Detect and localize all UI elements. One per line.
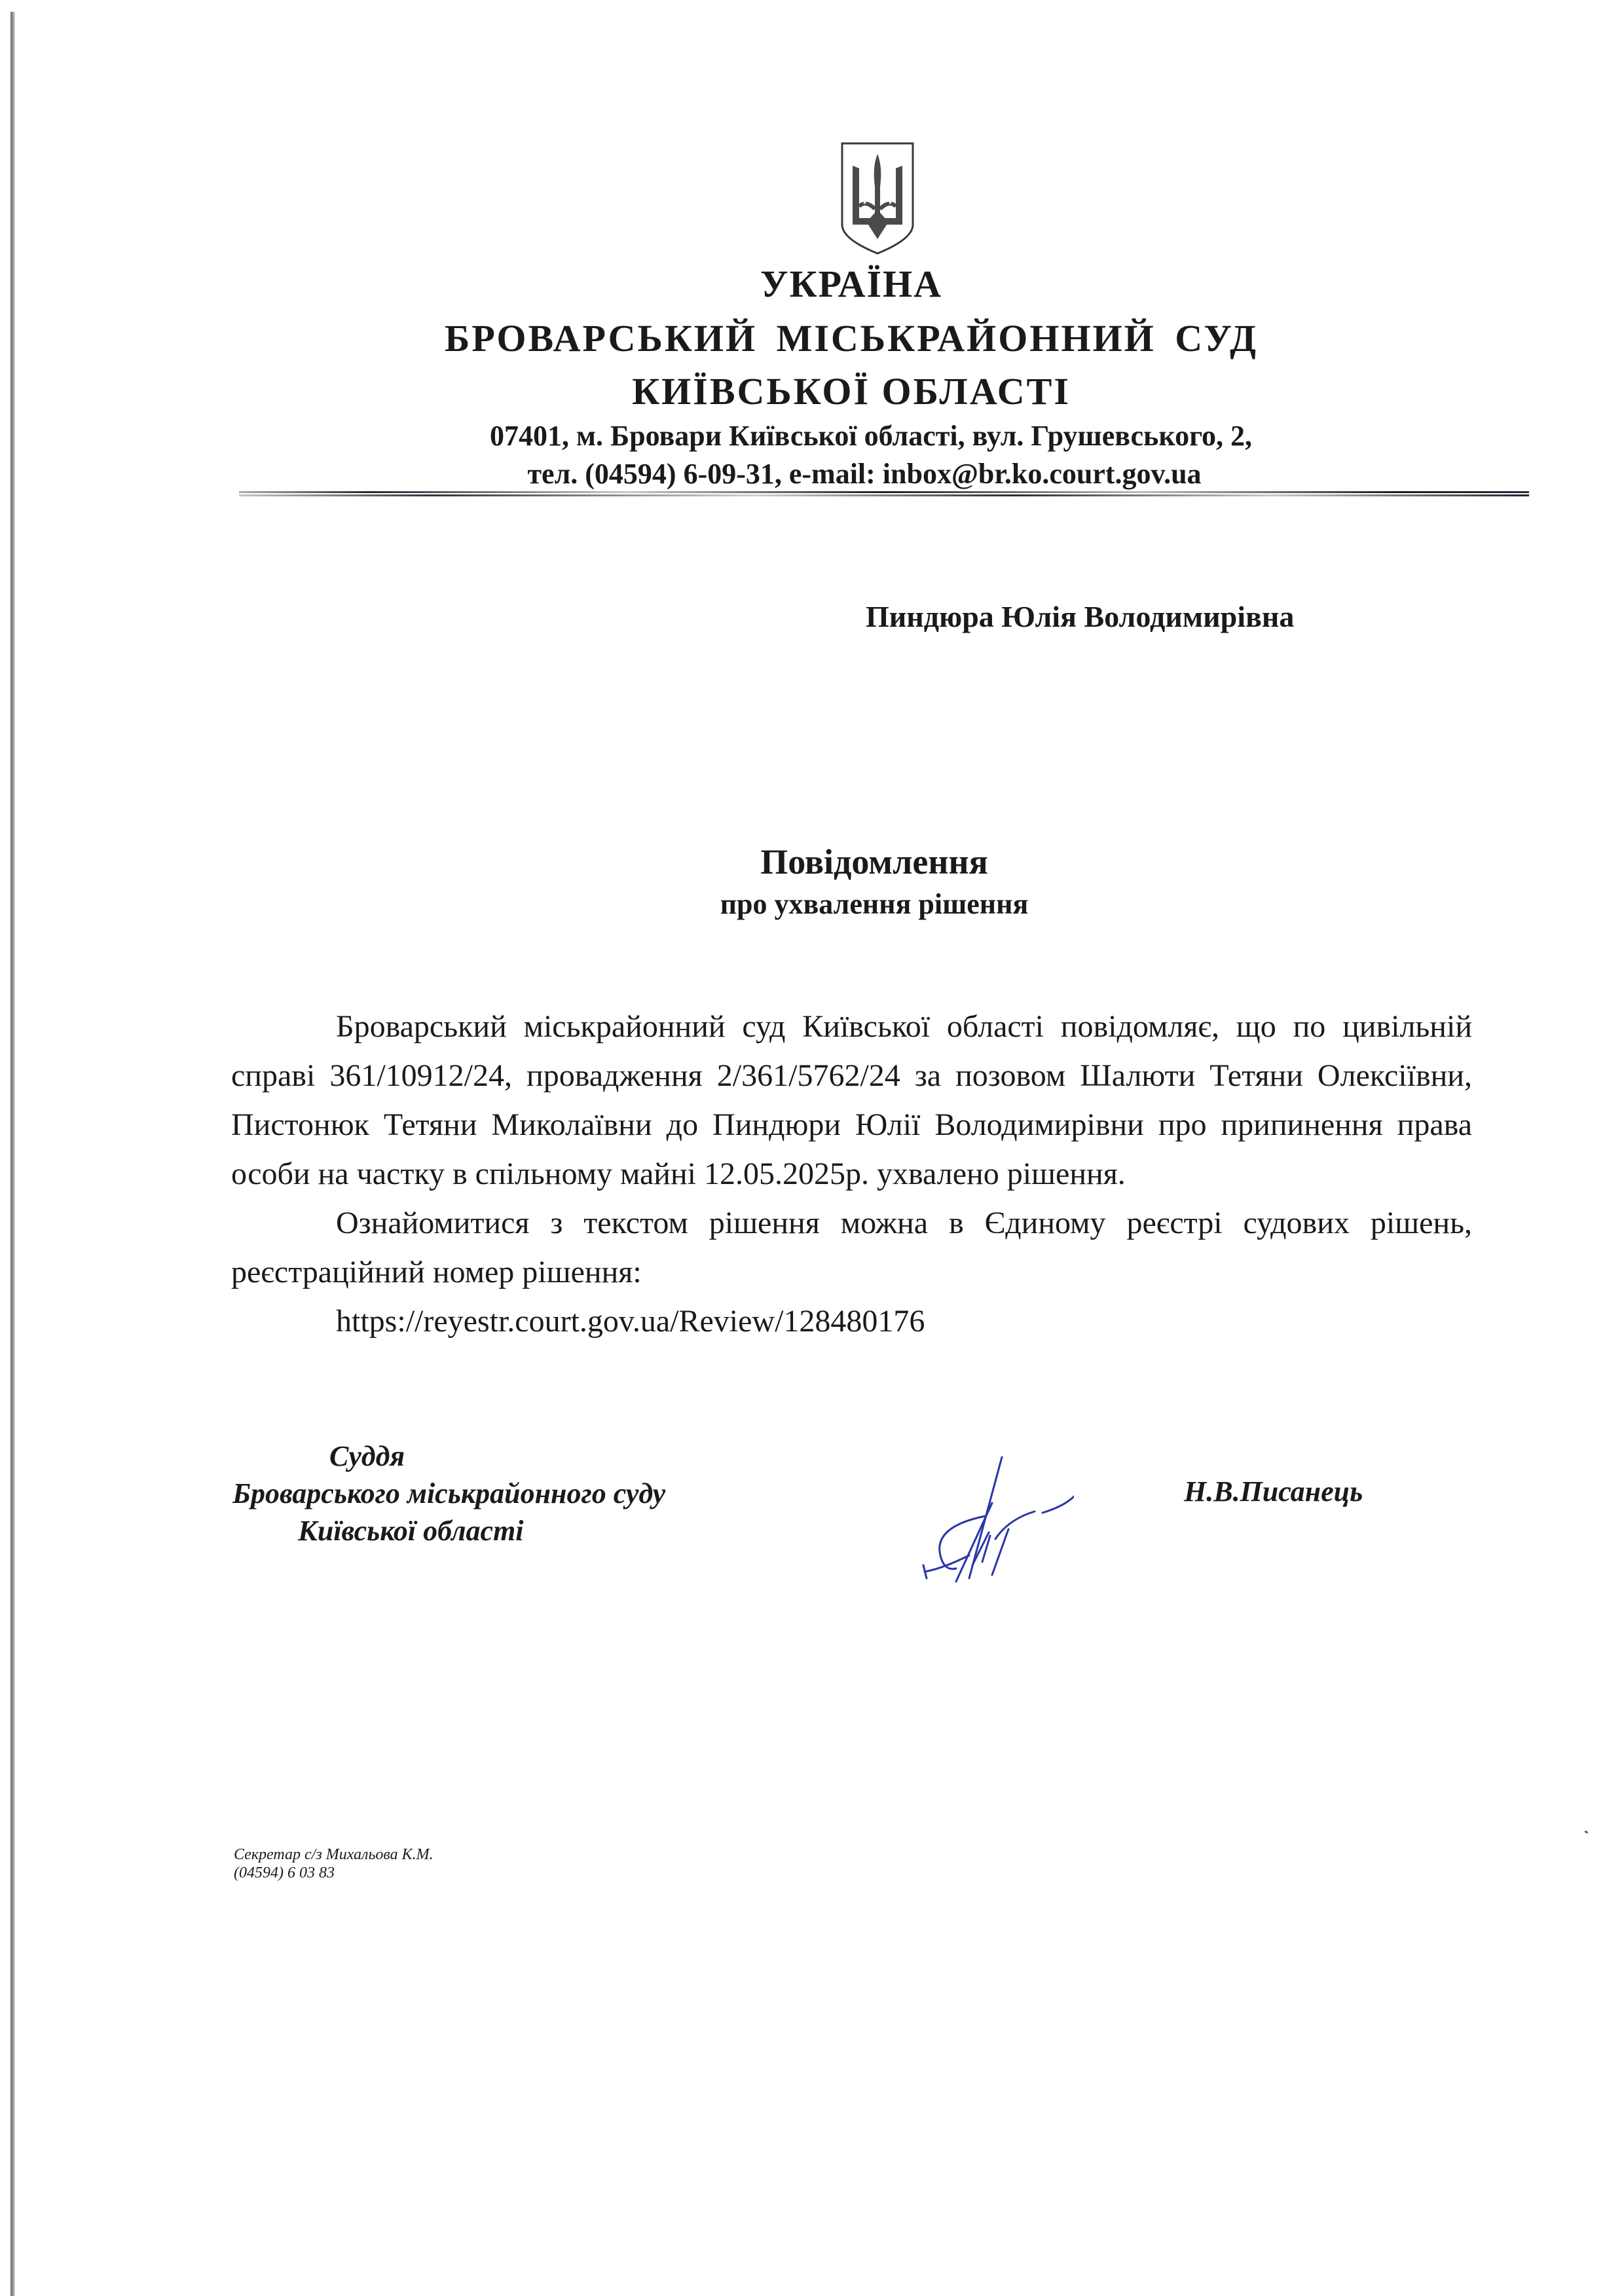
secretary-phone: (04594) 6 03 83 bbox=[234, 1864, 335, 1881]
secretary-name: Секретар с/з Михальова К.М. bbox=[234, 1846, 434, 1863]
notice-paragraph-1: Броварський міськрайонний суд Київської області повідомляє, що по цивільній справі 361/10912/24, провадження 2/361/5762/24 за позовом Шалюти Тетяни Олексіївни, Пистонюк Тетяни Миколаївни до Пиндюри Юлії Володимирівни про припинення права особи на частку в спільному майні 12.05.2025р. ухвалено рішення. bbox=[231, 1009, 1472, 1191]
registry-link[interactable]: https://reyestr.court.gov.ua/Review/128480176 bbox=[336, 1304, 925, 1339]
scan-speck bbox=[1585, 1830, 1589, 1834]
scan-edge bbox=[10, 12, 15, 2296]
judge-name: Н.В.Писанець bbox=[1184, 1475, 1363, 1508]
header-court-name: БРОВАРСЬКИЙ МІСЬКРАЙОННИЙ СУД bbox=[444, 317, 1259, 360]
secretary-info bbox=[234, 1845, 434, 1882]
header-contacts: тел. (04594) 6-09-31, e-mail: inbox@br.ko.court.gov.ua bbox=[527, 458, 1202, 490]
notice-body bbox=[231, 1002, 1472, 1346]
header-country: УКРАЇНА bbox=[760, 263, 943, 305]
judge-position bbox=[232, 1437, 665, 1549]
document-title: Повідомлення bbox=[760, 842, 988, 881]
notice-paragraph-2: Ознайомитися з текстом рішення можна в Єдиному реєстрі судових рішень, реєстраційний номер рішення: bbox=[231, 1206, 1472, 1289]
coat-of-arms-trident-icon bbox=[838, 141, 917, 255]
judge-position-court: Броварського міськрайонного суду bbox=[232, 1477, 666, 1509]
header-region: КИЇВСЬКОЇ ОБЛАСТІ bbox=[632, 370, 1071, 413]
header-address: 07401, м. Бровари Київської області, вул. Грушевського, 2, bbox=[490, 420, 1252, 452]
header-divider bbox=[239, 491, 1529, 498]
judge-position-title: Суддя bbox=[329, 1440, 405, 1472]
document-subtitle: про ухвалення рішення bbox=[720, 888, 1029, 920]
handwritten-signature bbox=[877, 1441, 1074, 1591]
recipient-name: Пиндюра Юлія Володимирівна bbox=[866, 600, 1295, 633]
judge-position-region: Київської області bbox=[298, 1515, 524, 1547]
